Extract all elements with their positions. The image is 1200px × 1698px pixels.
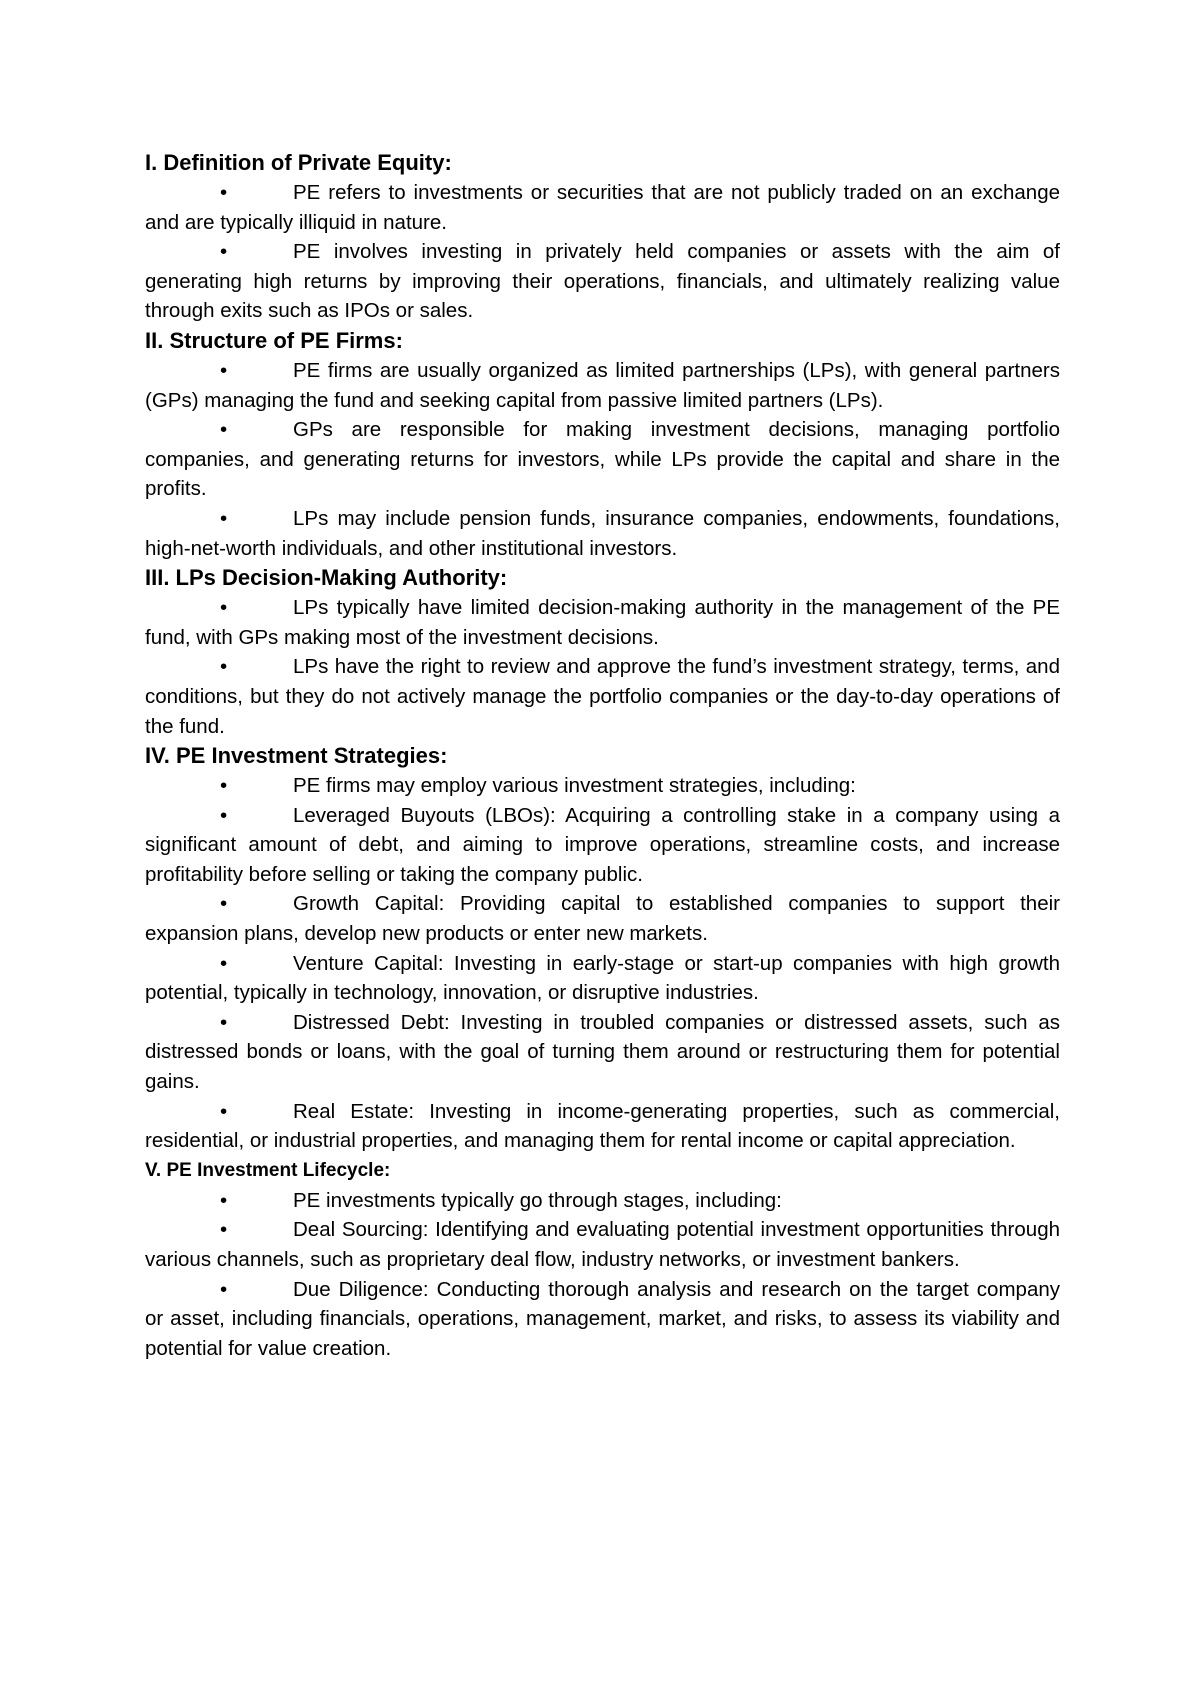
bullet-item <box>145 356 1060 415</box>
bullet-item <box>145 1008 1060 1097</box>
section-strategies <box>145 741 1060 1156</box>
bullet-text: LPs typically have limited decision-making authority in the management of the PE fund, with GPs making most of the investment decisions. <box>145 596 1060 649</box>
section-heading: V. PE Investment Lifecycle: <box>145 1159 391 1181</box>
bullet-glyph: • <box>220 506 228 530</box>
bullet-text: Growth Capital: Providing capital to established companies to support their expansion plans, develop new products or enter new markets. <box>145 892 1060 946</box>
section-lifecycle <box>145 1156 1060 1364</box>
section-definition <box>145 148 1060 326</box>
bullet-glyph: • <box>220 803 228 827</box>
bullet-glyph: • <box>220 774 228 798</box>
document-body <box>145 148 1060 1363</box>
bullet-text: Leveraged Buyouts (LBOs): Acquiring a controlling stake in a company using a significant amount of debt, and aiming to improve operations, streamline costs, and increase profitability before selling or taking the company public. <box>145 803 1060 886</box>
bullet-glyph: • <box>220 596 228 620</box>
bullet-glyph: • <box>220 358 228 382</box>
bullet-item <box>145 237 1060 326</box>
bullet-text: Distressed Debt: Investing in troubled companies or distressed assets, such as distressed bonds or loans, with the goal of turning them around or restructuring them for potential gains. <box>145 1010 1060 1094</box>
bullet-item <box>145 1097 1060 1156</box>
bullet-text: PE refers to investments or securities that are not publicly traded on an exchange and are typically illiquid in nature. <box>145 181 1060 234</box>
bullet-text: Real Estate: Investing in income-generating properties, such as commercial, residential, or industrial properties, and managing them for rental income or capital appreciation. <box>145 1099 1060 1153</box>
bullet-item <box>220 1186 1060 1216</box>
bullet-glyph: • <box>220 1099 228 1123</box>
bullet-text: PE involves investing in privately held companies or assets with the aim of generating high returns by improving their operations, financials, and ultimately realizing value through exits such as IPOs or sales. <box>145 240 1060 323</box>
section-heading: III. LPs Decision-Making Authority: <box>145 565 508 591</box>
bullet-text: Deal Sourcing: Identifying and evaluating potential investment opportunities through various channels, such as proprietary deal flow, industry networks, or investment bankers. <box>145 1218 1060 1271</box>
bullet-glyph: • <box>220 1218 228 1242</box>
bullet-text: PE investments typically go through stages, including: <box>293 1188 782 1212</box>
bullet-text: Due Diligence: Conducting thorough analysis and research on the target company or asset, including financials, operations, management, market, and risks, to assess its viability and potential for value creation. <box>145 1277 1060 1360</box>
section-heading: IV. PE Investment Strategies: <box>145 743 448 769</box>
bullet-item <box>145 504 1060 563</box>
bullet-glyph: • <box>220 1277 228 1301</box>
bullet-glyph: • <box>220 240 228 264</box>
bullet-item <box>145 652 1060 741</box>
bullet-text: LPs have the right to review and approve the fund’s investment strategy, terms, and conditions, but they do not actively manage the portfolio companies or the day-to-day operations of the fund. <box>145 655 1060 738</box>
bullet-text: PE firms may employ various investment strategies, including: <box>293 774 856 798</box>
bullet-glyph: • <box>220 655 228 679</box>
bullet-glyph: • <box>220 181 228 204</box>
section-heading: I. Definition of Private Equity: <box>145 150 452 175</box>
bullet-glyph: • <box>220 1010 228 1034</box>
bullet-text: GPs are responsible for making investment decisions, managing portfolio companies, and generating returns for investors, while LPs provide the capital and share in the profits. <box>145 418 1060 501</box>
bullet-glyph: • <box>220 951 228 975</box>
bullet-item <box>145 1275 1060 1364</box>
bullet-item <box>220 771 1060 801</box>
bullet-item <box>145 889 1060 948</box>
bullet-item <box>145 178 1060 237</box>
section-heading: II. Structure of PE Firms: <box>145 327 403 353</box>
bullet-glyph: • <box>220 418 228 442</box>
bullet-item <box>145 1215 1060 1274</box>
bullet-text: LPs may include pension funds, insurance companies, endowments, foundations, high-net-worth individuals, and other institutional investors. <box>145 506 1060 560</box>
bullet-item <box>145 801 1060 890</box>
bullet-text: Venture Capital: Investing in early-stage or start-up companies with high growth potential, typically in technology, innovation, or disruptive industries. <box>145 951 1060 1005</box>
bullet-item <box>145 415 1060 504</box>
section-lp-authority <box>145 563 1060 741</box>
bullet-glyph: • <box>220 892 228 916</box>
bullet-item <box>145 949 1060 1008</box>
bullet-item <box>145 593 1060 652</box>
bullet-text: PE firms are usually organized as limited partnerships (LPs), with general partners (GPs) managing the fund and seeking capital from passive limited partners (LPs). <box>145 358 1060 412</box>
bullet-glyph: • <box>220 1188 228 1212</box>
section-structure <box>145 326 1060 563</box>
